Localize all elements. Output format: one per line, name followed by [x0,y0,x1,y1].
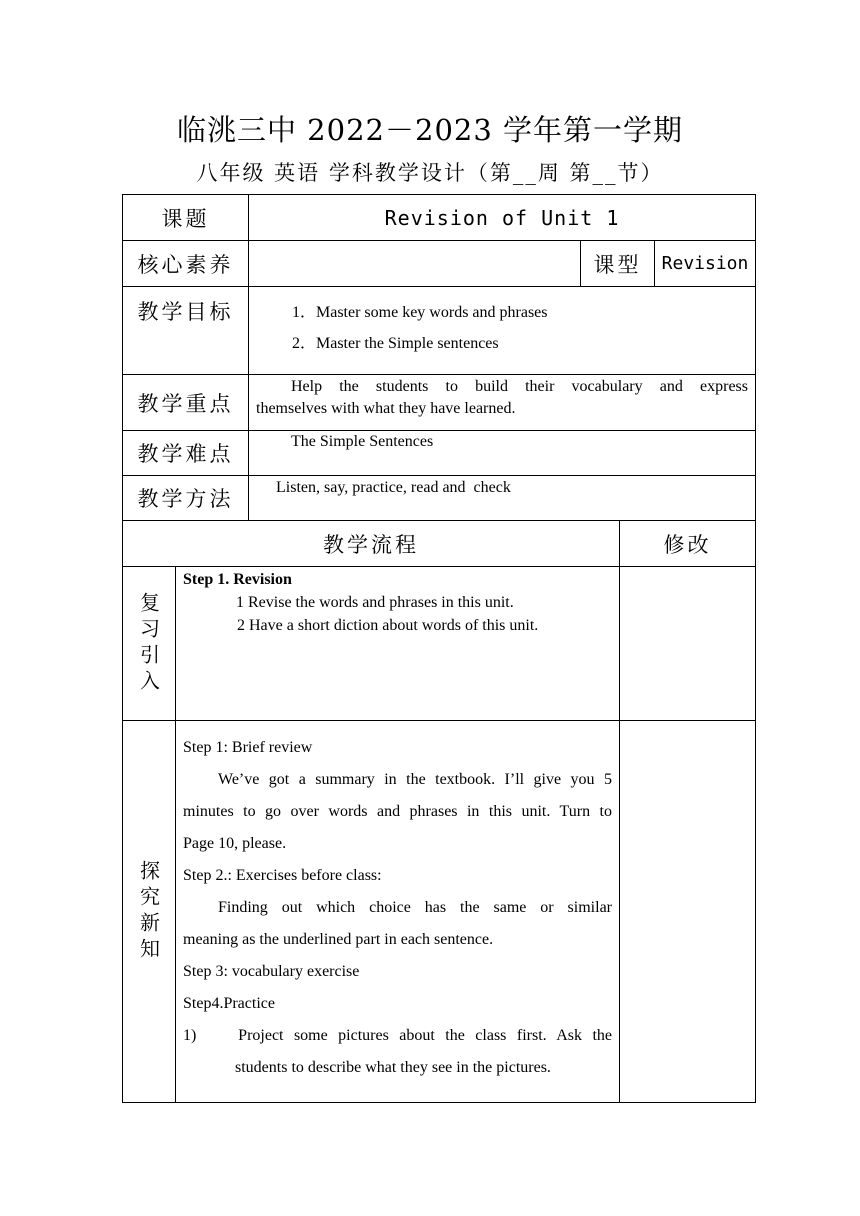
explore-line: Step 1: Brief review [183,739,313,756]
difficulty-value: The Simple Sentences [291,433,434,450]
explore-line: Finding out which choice has the same or similar [218,899,612,916]
method-label: 教学方法 [137,487,234,511]
explore-line: Step 3: vocabulary exercise [183,963,360,980]
section-review-label: 复习引入 [136,591,161,696]
lesson-type-label: 课型 [593,252,642,277]
section-explore-label-cell [123,721,175,1102]
core-literacy-value [249,241,580,286]
explore-line: meaning as the underlined part in each sentence. [183,931,494,948]
method-value: Listen, say, practice, read and check [276,479,511,496]
section-explore-notes [620,721,755,1102]
section-review-heading: Step 1. Revision [183,571,292,588]
goals-label: 教学目标 [137,300,234,324]
explore-line: Page 10, please. [183,835,287,852]
goals-list [292,297,732,359]
section-review-notes [620,567,755,720]
key-points-line: Help the students to build their vocabulary and express [291,378,748,395]
key-points-text [256,376,748,420]
difficulty-label: 教学难点 [137,442,234,466]
key-points-line: themselves with what they have learned. [256,400,516,417]
section-review-label-cell [123,567,175,720]
document-title: 临洮三中 2022－2023 学年第一学期 [176,113,684,147]
document-subtitle: 八年级 英语 学科教学设计（第__周 第__节） [196,161,664,185]
section-review-content [183,568,613,637]
key-points-label: 教学重点 [137,391,234,416]
goal-item: 1．Master some key words and phrases [292,304,548,321]
goal-item: 2．Master the Simple sentences [292,335,499,352]
explore-line: We’ve got a summary in the textbook. I’ll give you 5 [218,771,612,788]
core-literacy-label: 核心素养 [137,252,234,277]
explore-line: 1) Project some pictures about the class first. Ask the [183,1027,612,1044]
explore-line: Step4.Practice [183,995,275,1012]
section-review-item: 1 Revise the words and phrases in this unit. [236,594,514,611]
explore-line: students to describe what they see in the pictures. [235,1059,551,1076]
revise-header: 修改 [663,532,712,557]
topic-label: 课题 [161,206,210,231]
topic-value: Revision of Unit 1 [384,205,620,230]
section-explore-content [183,732,612,1084]
section-explore-label: 探究新知 [136,859,161,964]
lesson-type-value: Revision [661,253,749,274]
explore-line: minutes to go over words and phrases in this unit. Turn to [183,803,612,820]
section-review-item: 2 Have a short diction about words of this unit. [237,617,539,634]
explore-line: Step 2.: Exercises before class: [183,867,382,884]
flow-header: 教学流程 [323,532,419,557]
